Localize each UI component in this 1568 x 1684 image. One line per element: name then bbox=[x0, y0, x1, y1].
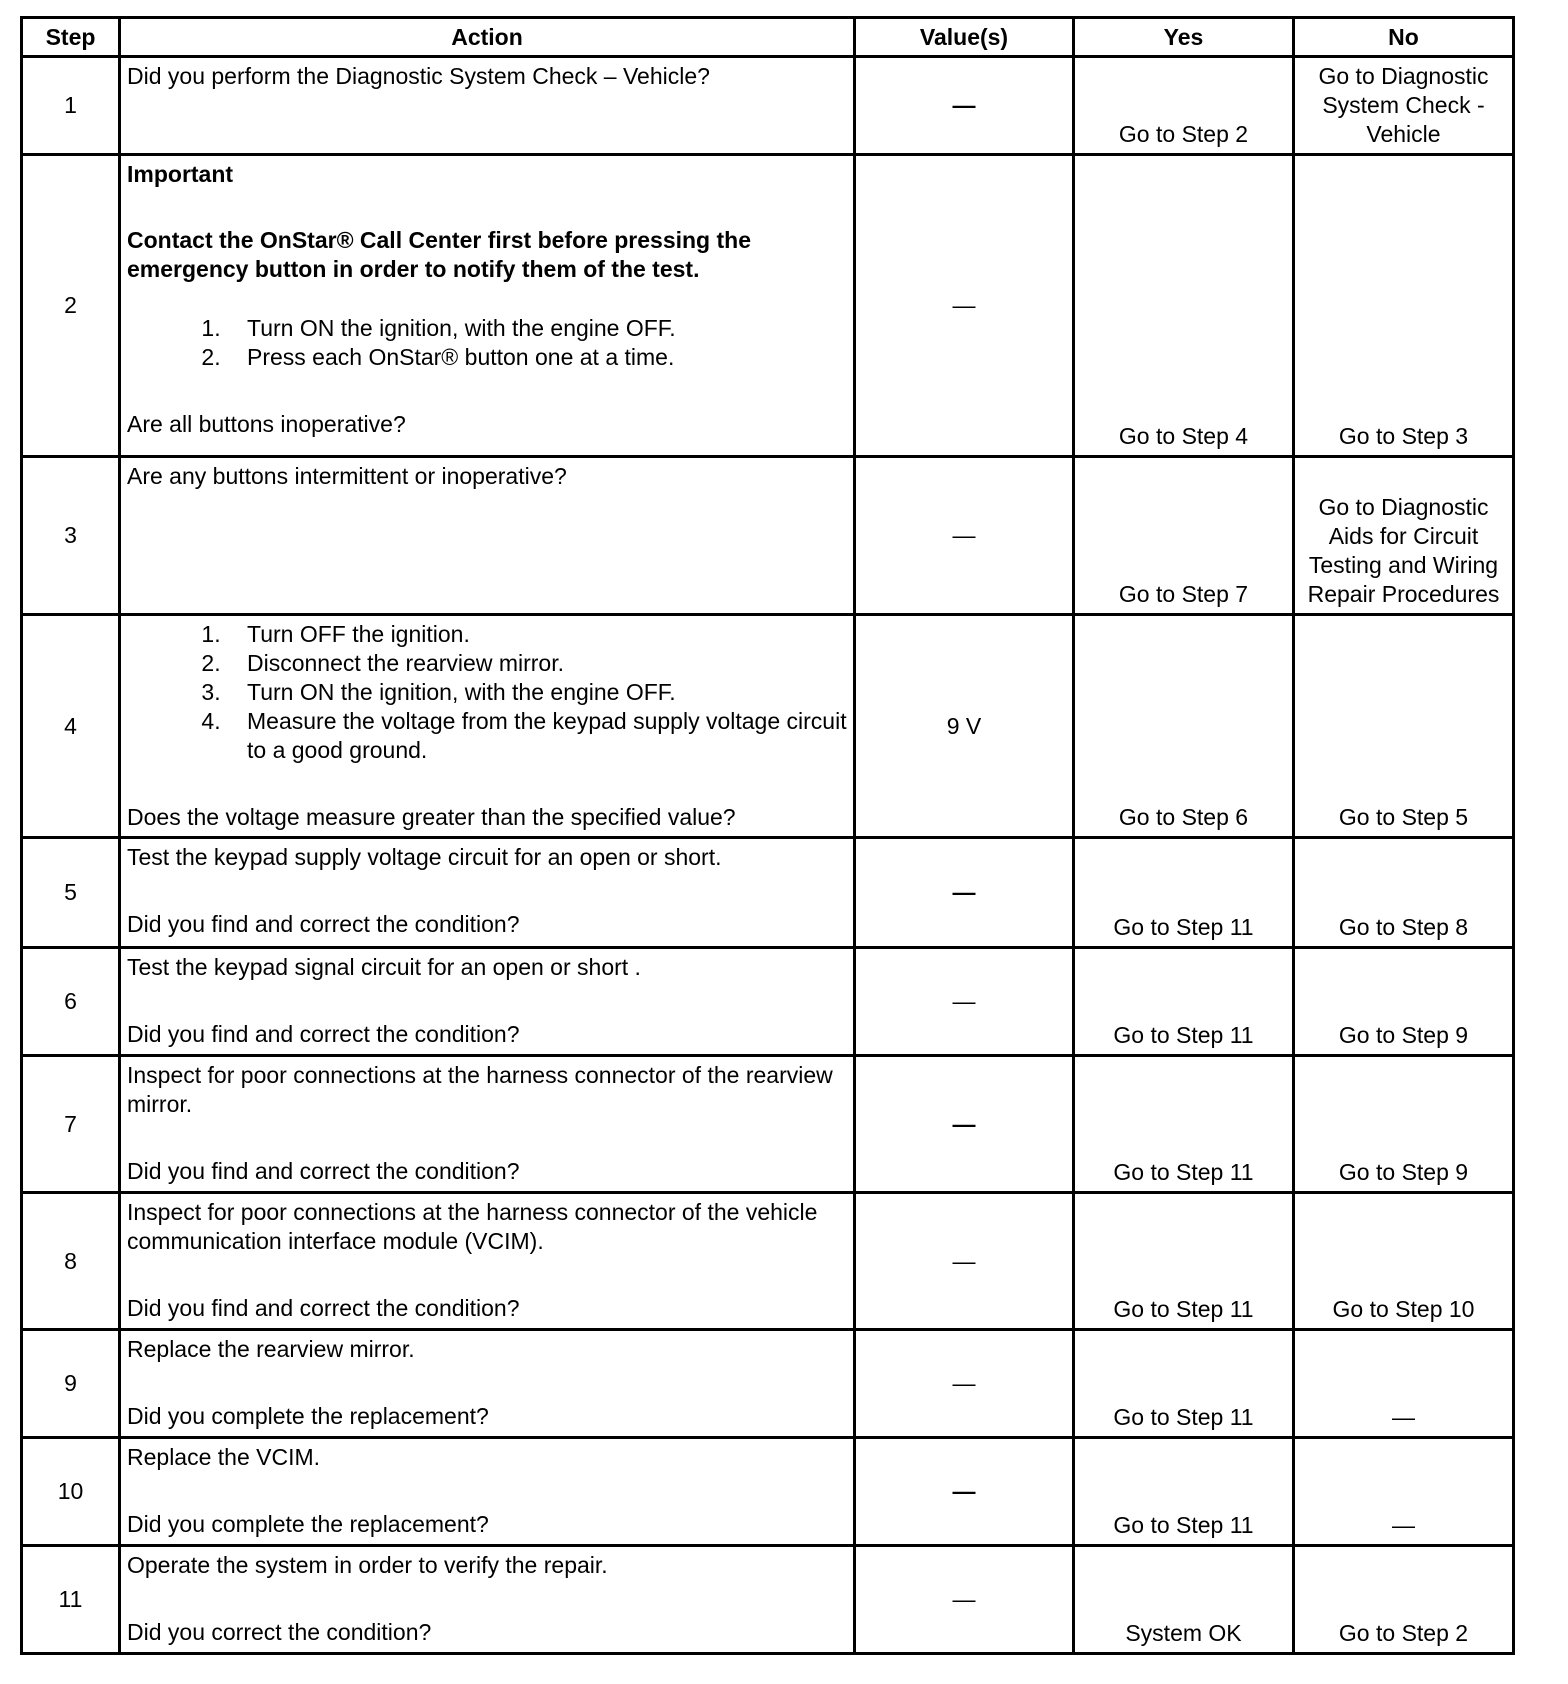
action-cell bbox=[120, 1193, 855, 1330]
list-item: 3. Turn ON the ignition, with the engine OFF. bbox=[227, 678, 847, 707]
action-text: Did you perform the Diagnostic System Check – Vehicle? bbox=[127, 63, 710, 89]
yes-cell: Go to Step 2 bbox=[1074, 57, 1294, 155]
question-text: Does the voltage measure greater than the specified value? bbox=[127, 804, 736, 830]
step-number: 9 bbox=[22, 1330, 120, 1438]
action-text: Test the keypad supply voltage circuit for an open or short. bbox=[127, 844, 722, 870]
yes-cell: Go to Step 6 bbox=[1074, 615, 1294, 838]
question-text: Did you find and correct the condition? bbox=[127, 1158, 520, 1184]
header-row bbox=[22, 18, 1514, 57]
no-cell: Go to Step 5 bbox=[1294, 615, 1514, 838]
step-number: 11 bbox=[22, 1546, 120, 1654]
list-item: 1. Turn OFF the ignition. bbox=[227, 620, 847, 649]
action-text: Are any buttons intermittent or inoperative? bbox=[127, 463, 567, 489]
step-number: 4 bbox=[22, 615, 120, 838]
value-cell bbox=[855, 838, 1074, 948]
value-text: — bbox=[952, 988, 976, 1014]
header-yes: Yes bbox=[1074, 18, 1294, 57]
value-cell bbox=[855, 1330, 1074, 1438]
yes-cell: Go to Step 4 bbox=[1074, 155, 1294, 457]
value-cell bbox=[855, 1056, 1074, 1193]
action-cell bbox=[120, 838, 855, 948]
table-row bbox=[22, 1193, 1514, 1330]
header-no: No bbox=[1294, 18, 1514, 57]
action-cell bbox=[120, 1330, 855, 1438]
action-cell bbox=[120, 155, 855, 457]
list-item: 1. Turn ON the ignition, with the engine OFF. bbox=[227, 314, 847, 343]
value-text: — bbox=[952, 522, 976, 548]
action-cell bbox=[120, 1438, 855, 1546]
header-values: Value(s) bbox=[855, 18, 1074, 57]
action-text: Inspect for poor connections at the harness connector of the vehicle communication interface module (VCIM). bbox=[127, 1199, 818, 1254]
procedure-list bbox=[127, 620, 847, 765]
action-cell bbox=[120, 1546, 855, 1654]
table-row bbox=[22, 1438, 1514, 1546]
step-number: 7 bbox=[22, 1056, 120, 1193]
value-cell bbox=[855, 457, 1074, 615]
table-row bbox=[22, 457, 1514, 615]
no-cell: Go to Step 10 bbox=[1294, 1193, 1514, 1330]
important-label: Important bbox=[127, 161, 234, 187]
no-cell: Go to Step 2 bbox=[1294, 1546, 1514, 1654]
question-text: Are all buttons inoperative? bbox=[127, 411, 406, 437]
no-cell: Go to Step 3 bbox=[1294, 155, 1514, 457]
table-row bbox=[22, 948, 1514, 1056]
value-text: — bbox=[952, 879, 976, 905]
diagnostic-table bbox=[20, 16, 1515, 1655]
list-item: 2. Press each OnStar® button one at a time. bbox=[227, 343, 847, 372]
table-row bbox=[22, 1056, 1514, 1193]
value-cell bbox=[855, 1193, 1074, 1330]
no-cell: Go to Diagnostic System Check - Vehicle bbox=[1294, 57, 1514, 155]
action-cell bbox=[120, 948, 855, 1056]
yes-cell: Go to Step 11 bbox=[1074, 1056, 1294, 1193]
no-cell: Go to Diagnostic Aids for Circuit Testing and Wiring Repair Procedures bbox=[1294, 457, 1514, 615]
question-text: Did you find and correct the condition? bbox=[127, 1295, 520, 1321]
important-text: Contact the OnStar® Call Center first before pressing the emergency button in order to notify them of the test. bbox=[127, 227, 751, 282]
action-cell bbox=[120, 57, 855, 155]
value-cell bbox=[855, 1438, 1074, 1546]
yes-cell: Go to Step 11 bbox=[1074, 1438, 1294, 1546]
action-cell bbox=[120, 615, 855, 838]
header-action: Action bbox=[120, 18, 855, 57]
header-step: Step bbox=[22, 18, 120, 57]
no-cell: Go to Step 9 bbox=[1294, 948, 1514, 1056]
value-cell bbox=[855, 155, 1074, 457]
question-text: Did you complete the replacement? bbox=[127, 1511, 489, 1537]
table-row bbox=[22, 838, 1514, 948]
value-cell bbox=[855, 1546, 1074, 1654]
value-text: — bbox=[952, 292, 976, 318]
step-number: 2 bbox=[22, 155, 120, 457]
action-text: Inspect for poor connections at the harness connector of the rearview mirror. bbox=[127, 1062, 833, 1117]
step-number: 5 bbox=[22, 838, 120, 948]
action-cell bbox=[120, 1056, 855, 1193]
value-cell bbox=[855, 57, 1074, 155]
no-cell: Go to Step 8 bbox=[1294, 838, 1514, 948]
action-text: Operate the system in order to verify the repair. bbox=[127, 1552, 608, 1578]
value-text: — bbox=[952, 1586, 976, 1612]
table-row bbox=[22, 1330, 1514, 1438]
yes-cell: Go to Step 11 bbox=[1074, 948, 1294, 1056]
no-cell: — bbox=[1294, 1330, 1514, 1438]
value-text: — bbox=[952, 1370, 976, 1396]
yes-cell: Go to Step 11 bbox=[1074, 1330, 1294, 1438]
yes-cell: Go to Step 7 bbox=[1074, 457, 1294, 615]
value-cell: 9 V bbox=[855, 615, 1074, 838]
value-text: — bbox=[952, 1478, 976, 1504]
action-text: Test the keypad signal circuit for an open or short . bbox=[127, 954, 641, 980]
step-number: 8 bbox=[22, 1193, 120, 1330]
step-number: 6 bbox=[22, 948, 120, 1056]
question-text: Did you complete the replacement? bbox=[127, 1403, 489, 1429]
question-text: Did you correct the condition? bbox=[127, 1619, 432, 1645]
value-text: — bbox=[952, 1247, 976, 1274]
action-text: Replace the VCIM. bbox=[127, 1444, 321, 1470]
value-text: — bbox=[952, 1110, 976, 1137]
value-text: — bbox=[952, 92, 976, 118]
list-item: 2. Disconnect the rearview mirror. bbox=[227, 649, 847, 678]
table-row bbox=[22, 1546, 1514, 1654]
action-cell bbox=[120, 457, 855, 615]
no-cell: Go to Step 9 bbox=[1294, 1056, 1514, 1193]
procedure-list bbox=[127, 314, 847, 372]
list-item: 4. Measure the voltage from the keypad supply voltage circuit to a good ground. bbox=[227, 707, 847, 765]
yes-cell: Go to Step 11 bbox=[1074, 838, 1294, 948]
question-text: Did you find and correct the condition? bbox=[127, 911, 520, 937]
question-text: Did you find and correct the condition? bbox=[127, 1021, 520, 1047]
step-number: 1 bbox=[22, 57, 120, 155]
table-row bbox=[22, 615, 1514, 838]
value-cell bbox=[855, 948, 1074, 1056]
table-row bbox=[22, 57, 1514, 155]
no-cell: — bbox=[1294, 1438, 1514, 1546]
step-number: 3 bbox=[22, 457, 120, 615]
yes-cell: Go to Step 11 bbox=[1074, 1193, 1294, 1330]
table-row bbox=[22, 155, 1514, 457]
action-text: Replace the rearview mirror. bbox=[127, 1336, 415, 1362]
step-number: 10 bbox=[22, 1438, 120, 1546]
yes-cell: System OK bbox=[1074, 1546, 1294, 1654]
